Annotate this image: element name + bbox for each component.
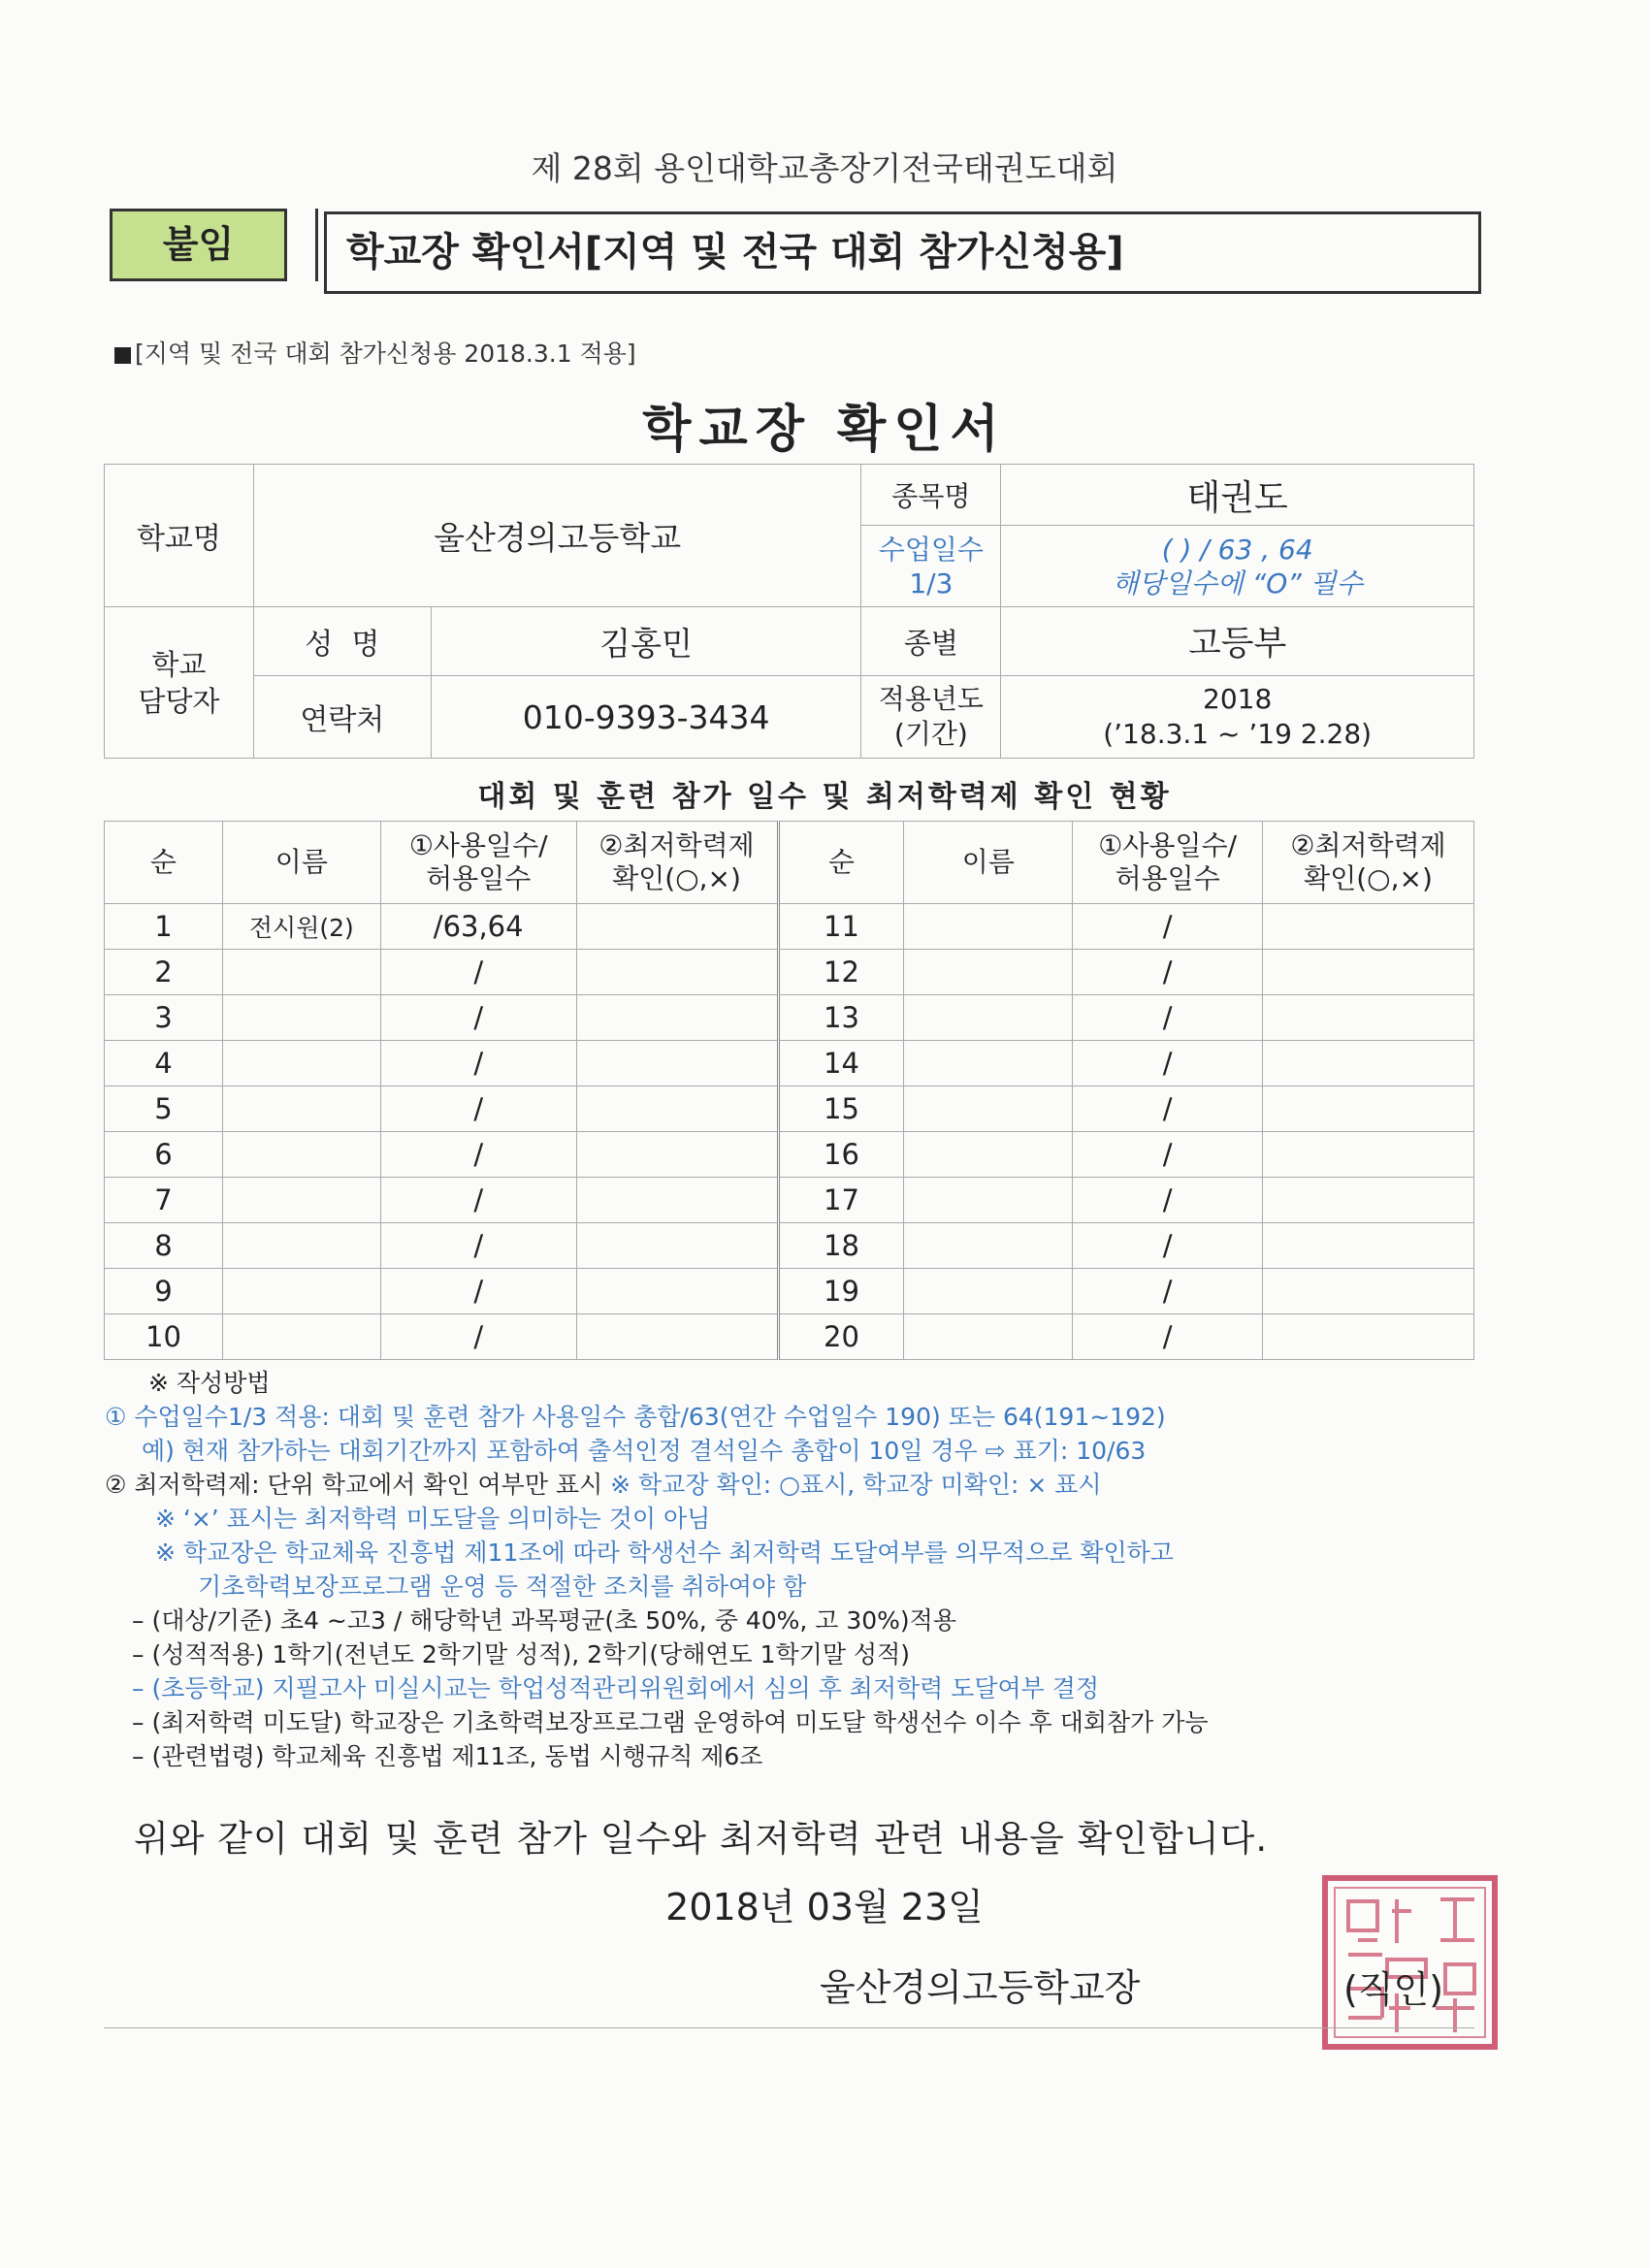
- row-check: [576, 995, 778, 1041]
- row-name-2: [904, 1086, 1073, 1132]
- sport-label: 종목명: [861, 465, 1001, 526]
- row-name: 전시원(2): [222, 904, 380, 950]
- header-days-2-line2: 허용일수: [1115, 862, 1220, 894]
- row-days-2: /: [1073, 995, 1263, 1041]
- info-table: [104, 464, 1474, 759]
- row-name-2: [904, 1223, 1073, 1269]
- row-check-2: [1263, 1178, 1474, 1223]
- class-days-value-line2: 해당일수에 “O” 필수: [1112, 567, 1363, 599]
- contact-label-line1: 학교: [151, 647, 207, 681]
- row-days: /: [380, 1223, 576, 1269]
- row-check: [576, 1132, 778, 1178]
- header-name: 이름: [222, 822, 380, 904]
- row-name-2: [904, 904, 1073, 950]
- table-row: [105, 904, 1474, 950]
- row-name: [222, 1269, 380, 1314]
- header-name-2: 이름: [904, 822, 1073, 904]
- header-no: 순: [105, 822, 223, 904]
- class-days-label: [861, 526, 1001, 607]
- row-no-2: 17: [778, 1178, 904, 1223]
- row-no-2: 11: [778, 904, 904, 950]
- row-check-2: [1263, 995, 1474, 1041]
- row-days-2: /: [1073, 1178, 1263, 1223]
- table-row: [105, 950, 1474, 995]
- row-days: /: [380, 1178, 576, 1223]
- note-4-line-2: 기초학력보장프로그램 운영 등 적절한 조치를 취하여야 함: [198, 1572, 807, 1601]
- row-no-2: 19: [778, 1269, 904, 1314]
- instructions-heading: ※ 작성방법: [148, 1369, 271, 1397]
- badge-divider: [287, 209, 318, 281]
- row-check: [576, 1086, 778, 1132]
- scope-note-text: [지역 및 전국 대회 참가신청용 2018.3.1 적용]: [135, 340, 636, 368]
- header-no-2: 순: [778, 822, 904, 904]
- page-title: 학교장 확인서: [642, 401, 1007, 459]
- row-no: 6: [105, 1132, 223, 1178]
- note-2-emphasis: ※ 학교장 확인: ○표시, 학교장 미확인: × 표시: [602, 1471, 1102, 1499]
- row-check: [576, 950, 778, 995]
- row-days: /63,64: [380, 904, 576, 950]
- row-days: /: [380, 1314, 576, 1360]
- header-days-2-line1: ①사용일수/: [1098, 829, 1238, 861]
- bullet-4: – (최저학력 미도달) 학교장은 기초학력보장프로그램 운영하여 미도달 학생선수 이수 후 대회참가 가능: [132, 1708, 1209, 1736]
- class-days-label-line2: 1/3: [909, 567, 954, 599]
- document-box-title: 학교장 확인서[지역 및 전국 대회 참가신청용]: [324, 211, 1481, 294]
- row-check-2: [1263, 1132, 1474, 1178]
- row-name-2: [904, 1178, 1073, 1223]
- bullet-2: – (성적적용) 1학기(전년도 2학기말 성적), 2학기(당해연도 1학기말 성적): [132, 1640, 910, 1669]
- confirmation-statement: 위와 같이 대회 및 훈련 참가 일수와 최저학력 관련 내용을 확인합니다.: [134, 1818, 1269, 1860]
- note-4-line-1: ※ 학교장은 학교체육 진흥법 제11조에 따라 학생선수 최저학력 도달여부를 의무적으로 확인하고: [155, 1539, 1174, 1567]
- header-check-2: [1263, 822, 1474, 904]
- year-label-line2: (기간): [893, 718, 968, 750]
- row-days: /: [380, 1086, 576, 1132]
- seal-label: (직인): [1343, 1968, 1444, 2011]
- row-no: 3: [105, 995, 223, 1041]
- note-1-line-2: 예) 현재 참가하는 대회기간까지 포함하여 출석인정 결석일수 총합이 10일 경우 ⇨ 표기: 10/63: [142, 1437, 1147, 1465]
- row-name-2: [904, 1314, 1073, 1360]
- bottom-divider: [104, 2027, 1474, 2028]
- row-check-2: [1263, 950, 1474, 995]
- row-days-2: /: [1073, 1132, 1263, 1178]
- header-days-line1: ①사용일수/: [408, 829, 548, 861]
- row-check: [576, 904, 778, 950]
- row-days-2: /: [1073, 1223, 1263, 1269]
- row-days: /: [380, 1132, 576, 1178]
- row-name-2: [904, 1269, 1073, 1314]
- row-no-2: 14: [778, 1041, 904, 1086]
- row-check-2: [1263, 1086, 1474, 1132]
- table-row: [105, 1132, 1474, 1178]
- table-row: [105, 1178, 1474, 1223]
- row-name: [222, 1178, 380, 1223]
- row-no: 7: [105, 1178, 223, 1223]
- division: 고등부: [1001, 607, 1474, 676]
- row-name: [222, 1132, 380, 1178]
- row-no: 8: [105, 1223, 223, 1269]
- school-name: 울산경의고등학교: [253, 465, 861, 607]
- square-bullet-icon: [114, 347, 131, 364]
- row-no: 5: [105, 1086, 223, 1132]
- row-no: 10: [105, 1314, 223, 1360]
- table-row: [105, 1314, 1474, 1360]
- row-check: [576, 1269, 778, 1314]
- row-days-2: /: [1073, 1041, 1263, 1086]
- row-name: [222, 1223, 380, 1269]
- row-check: [576, 1041, 778, 1086]
- row-no-2: 20: [778, 1314, 904, 1360]
- contact-label: [105, 607, 254, 759]
- bullet-1: – (대상/기준) 초4 ~고3 / 해당학년 과목평균(초 50%, 중 40%, 고 30%)적용: [132, 1606, 956, 1635]
- year-label: [861, 676, 1001, 759]
- table-row: [105, 1269, 1474, 1314]
- header-check-line2: 확인(○,×): [612, 862, 741, 894]
- row-name-2: [904, 950, 1073, 995]
- row-check-2: [1263, 1314, 1474, 1360]
- row-no: 2: [105, 950, 223, 995]
- row-check-2: [1263, 1041, 1474, 1086]
- row-no: 4: [105, 1041, 223, 1086]
- row-no-2: 13: [778, 995, 904, 1041]
- row-no-2: 12: [778, 950, 904, 995]
- phone: 010-9393-3434: [431, 676, 861, 759]
- note-2-text: ② 최저학력제: 단위 학교에서 확인 여부만 표시: [105, 1471, 603, 1499]
- row-days: /: [380, 950, 576, 995]
- bullet-3: – (초등학교) 지필고사 미실시교는 학업성적관리위원회에서 심의 후 최저학력 도달여부 결정: [132, 1674, 1100, 1702]
- issue-date: 2018년 03월 23일: [665, 1886, 984, 1928]
- year-value-line2: (’18.3.1 ~ ’19 2.28): [1103, 718, 1373, 750]
- phone-label: 연락처: [253, 676, 431, 759]
- note-3: ※ ‘×’ 표시는 최저학력 미도달을 의미하는 것이 아님: [155, 1505, 711, 1533]
- row-days-2: /: [1073, 1086, 1263, 1132]
- event-title: 제 28회 용인대학교총장기전국태권도대회: [531, 149, 1118, 187]
- contact-name: 김홍민: [431, 607, 861, 676]
- header-check-2-line2: 확인(○,×): [1304, 862, 1433, 894]
- contact-label-line2: 담당자: [138, 684, 220, 718]
- row-days-2: /: [1073, 1269, 1263, 1314]
- header-days-line2: 허용일수: [426, 862, 532, 894]
- table-row: [105, 1223, 1474, 1269]
- table-row: [105, 995, 1474, 1041]
- row-check: [576, 1314, 778, 1360]
- table-row: [105, 1041, 1474, 1086]
- row-days-2: /: [1073, 950, 1263, 995]
- row-name: [222, 995, 380, 1041]
- scope-note: [114, 335, 636, 370]
- header-check-2-line1: ②최저학력제: [1290, 829, 1446, 861]
- table-row: [105, 1086, 1474, 1132]
- row-no: 9: [105, 1269, 223, 1314]
- row-days: /: [380, 1269, 576, 1314]
- row-no-2: 16: [778, 1132, 904, 1178]
- header-days-2: [1073, 822, 1263, 904]
- row-check-2: [1263, 1223, 1474, 1269]
- row-check-2: [1263, 1269, 1474, 1314]
- row-days: /: [380, 995, 576, 1041]
- attachment-badge: 붙임: [110, 209, 287, 281]
- school-name-label: 학교명: [105, 465, 254, 607]
- header-days: [380, 822, 576, 904]
- note-2-line: [105, 1468, 1560, 1502]
- header-check: [576, 822, 778, 904]
- note-1-line-1: ① 수업일수1/3 적용: 대회 및 훈련 참가 사용일수 총합/63(연간 수업일수 190) 또는 64(191~192): [105, 1403, 1166, 1431]
- name-label: 성 명: [253, 607, 431, 676]
- year-value: [1001, 676, 1474, 759]
- row-no: 1: [105, 904, 223, 950]
- row-name-2: [904, 1132, 1073, 1178]
- row-days-2: /: [1073, 1314, 1263, 1360]
- year-value-line1: 2018: [1203, 683, 1273, 715]
- row-check: [576, 1178, 778, 1223]
- class-days-value-line1: ( ) / 63 , 64: [1161, 533, 1313, 566]
- year-label-line1: 적용년도: [878, 683, 984, 715]
- row-name: [222, 950, 380, 995]
- roster-title: 대회 및 훈련 참가 일수 및 최저학력제 확인 현황: [477, 780, 1172, 814]
- row-days-2: /: [1073, 904, 1263, 950]
- row-name: [222, 1314, 380, 1360]
- row-days: /: [380, 1041, 576, 1086]
- class-days-label-line1: 수업일수: [878, 533, 984, 566]
- roster-table: [104, 821, 1474, 1360]
- row-name: [222, 1041, 380, 1086]
- row-check: [576, 1223, 778, 1269]
- bullet-5: – (관련법령) 학교체육 진흥법 제11조, 동법 시행규칙 제6조: [132, 1742, 763, 1770]
- header-check-line1: ②최저학력제: [598, 829, 755, 861]
- row-no-2: 18: [778, 1223, 904, 1269]
- instructions: [105, 1366, 1560, 1773]
- row-name-2: [904, 995, 1073, 1041]
- principal-title: 울산경의고등학교장: [820, 1966, 1141, 2009]
- row-no-2: 15: [778, 1086, 904, 1132]
- sport: 태권도: [1001, 465, 1474, 526]
- row-name-2: [904, 1041, 1073, 1086]
- class-days-value: [1001, 526, 1474, 607]
- row-check-2: [1263, 904, 1474, 950]
- division-label: 종별: [861, 607, 1001, 676]
- row-name: [222, 1086, 380, 1132]
